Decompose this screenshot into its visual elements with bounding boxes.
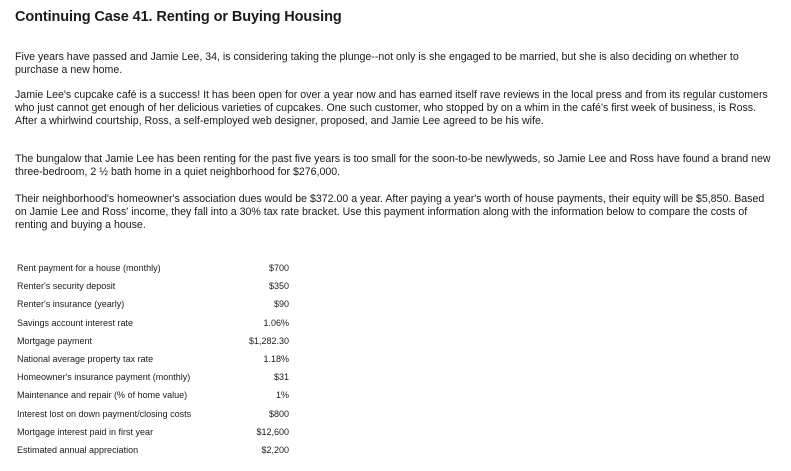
row-value: $800 (268, 408, 289, 419)
table-row (17, 277, 289, 295)
table-row (17, 441, 289, 459)
table-row (17, 332, 289, 350)
row-label: Interest lost on down payment/closing costs (17, 408, 192, 419)
table-row (17, 405, 289, 423)
row-value: $1,282.30 (248, 335, 289, 346)
cafe-paragraph: Jamie Lee's cupcake café is a success! It has been open for over a year now and has earned itself rave reviews in the local press and from its regular customers who just cannot get enough of her delicious varieties of cupcakes. One such customer, who stopped by on a whim in the café's first week of business, is Ross. After a whirlwind courtship, Ross, a self-employed web designer, proposed, and Jamie Lee agreed to be his wife. (15, 89, 768, 127)
cost-data-table (17, 259, 289, 459)
row-value: $12,600 (256, 426, 289, 437)
table-row (17, 423, 289, 441)
row-value: $350 (268, 281, 289, 292)
row-label: National average property tax rate (17, 354, 154, 365)
row-label: Mortgage payment (17, 335, 93, 346)
row-value: $2,200 (261, 444, 289, 455)
table-row (17, 259, 289, 277)
row-label: Maintenance and repair (% of home value) (17, 390, 188, 401)
payment-info-paragraph: Their neighborhood's homeowner's association dues would be $372.00 a year. After paying a year's worth of house payments, their equity will be $5,850. Based on Jamie Lee and Ross' income, they fall into a 30% tax rate bracket. Use this payment information along with the information below to compare the costs of renting and buying a house. (15, 193, 765, 231)
table-row (17, 350, 289, 368)
row-label: Homeowner's insurance payment (monthly) (17, 372, 191, 383)
row-label: Rent payment for a house (monthly) (17, 263, 161, 274)
row-label: Renter's insurance (yearly) (17, 299, 125, 310)
row-label: Estimated annual appreciation (17, 444, 139, 455)
table-row (17, 368, 289, 386)
row-label: Savings account interest rate (17, 317, 134, 328)
row-value: 1% (275, 390, 289, 401)
row-label: Renter's security deposit (17, 281, 116, 292)
row-value: $31 (273, 372, 289, 383)
row-value: $700 (268, 263, 289, 274)
row-value: 1.06% (263, 317, 289, 328)
table-row (17, 314, 289, 332)
page-title: Continuing Case 41. Renting or Buying Housing (15, 9, 342, 25)
table-row (17, 295, 289, 313)
row-value: $90 (273, 299, 289, 310)
home-paragraph: The bungalow that Jamie Lee has been renting for the past five years is too small for the soon-to-be newlyweds, so Jamie Lee and Ross have found a brand new three-bedroom, 2 ½ bath home in a quiet neighborhood for $276,000. (15, 153, 771, 178)
row-value: 1.18% (263, 354, 289, 365)
table-row (17, 386, 289, 404)
row-label: Mortgage interest paid in first year (17, 426, 154, 437)
intro-paragraph: Five years have passed and Jamie Lee, 34, is considering taking the plunge--not only is she engaged to be married, but she is also deciding on whether to purchase a new home. (15, 51, 739, 76)
